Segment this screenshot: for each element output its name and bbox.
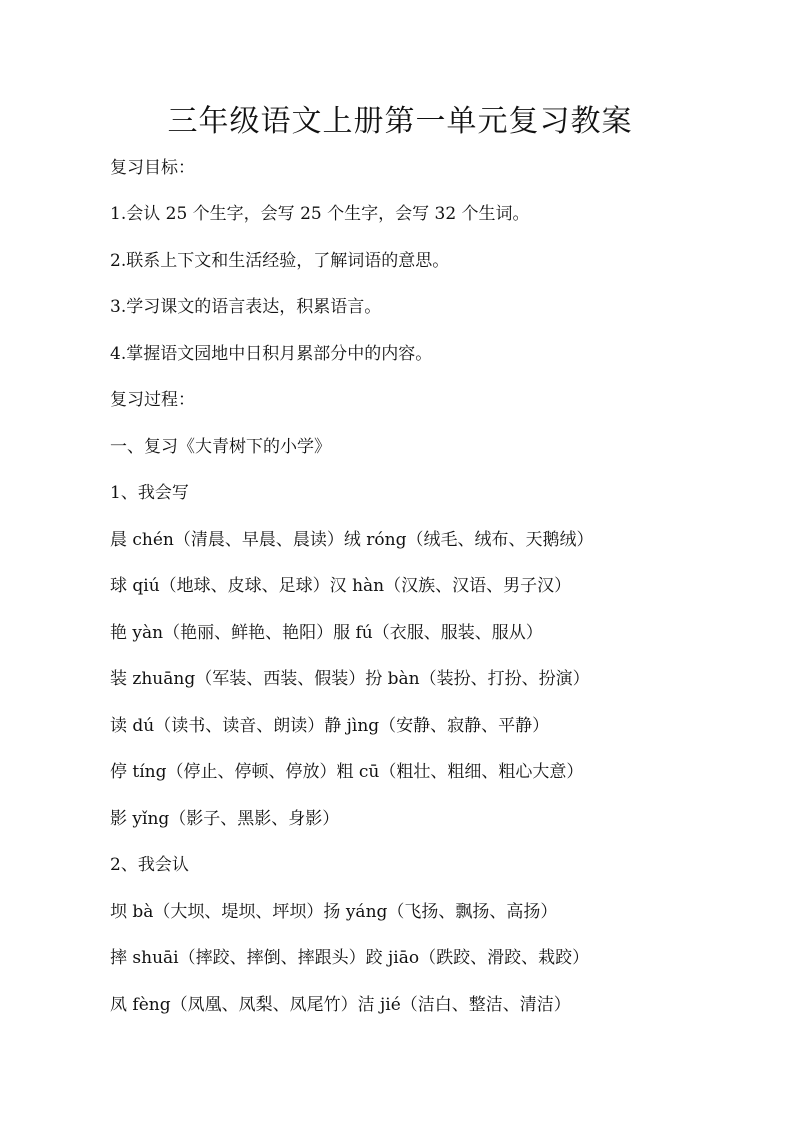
vocab-line: 影 yǐng（影子、黑影、身影）	[110, 809, 340, 829]
read-heading: 2、我会认	[110, 855, 189, 875]
vocab-line: 晨 chén（清晨、早晨、晨读）绒 róng（绒毛、绒布、天鹅绒）	[110, 530, 594, 550]
objective-item: 1.会认 25 个生字，会写 25 个生字，会写 32 个生词。	[110, 204, 530, 224]
page-title: 三年级语文上册第一单元复习教案	[167, 104, 633, 139]
objectives-heading: 复习目标：	[110, 158, 195, 178]
objective-item: 4.掌握语文园地中日积月累部分中的内容。	[110, 344, 433, 364]
section-heading: 一、复习《大青树下的小学》	[110, 437, 331, 457]
vocab-line: 凤 fèng（凤凰、凤梨、凤尾竹）洁 jié（洁白、整洁、清洁）	[110, 995, 571, 1015]
vocab-line: 读 dú（读书、读音、朗读）静 jìng（安静、寂静、平静）	[110, 716, 550, 736]
objective-item: 2.联系上下文和生活经验，了解词语的意思。	[110, 251, 450, 271]
objective-item: 3.学习课文的语言表达，积累语言。	[110, 297, 382, 317]
vocab-line: 摔 shuāi（摔跤、摔倒、摔跟头）跤 jiāo（跌跤、滑跤、栽跤）	[110, 948, 590, 968]
vocab-line: 艳 yàn（艳丽、鲜艳、艳阳）服 fú（衣服、服装、服从）	[110, 623, 543, 643]
vocab-line: 球 qiú（地球、皮球、足球）汉 hàn（汉族、汉语、男子汉）	[110, 576, 572, 596]
write-heading: 1、我会写	[110, 483, 189, 503]
vocab-line: 装 zhuāng（军装、西装、假装）扮 bàn（装扮、打扮、扮演）	[110, 669, 590, 689]
vocab-line: 停 tíng（停止、停顿、停放）粗 cū（粗壮、粗细、粗心大意）	[110, 762, 584, 782]
vocab-line: 坝 bà（大坝、堤坝、坪坝）扬 yáng（飞扬、飘扬、高扬）	[110, 902, 558, 922]
process-heading: 复习过程：	[110, 390, 195, 410]
